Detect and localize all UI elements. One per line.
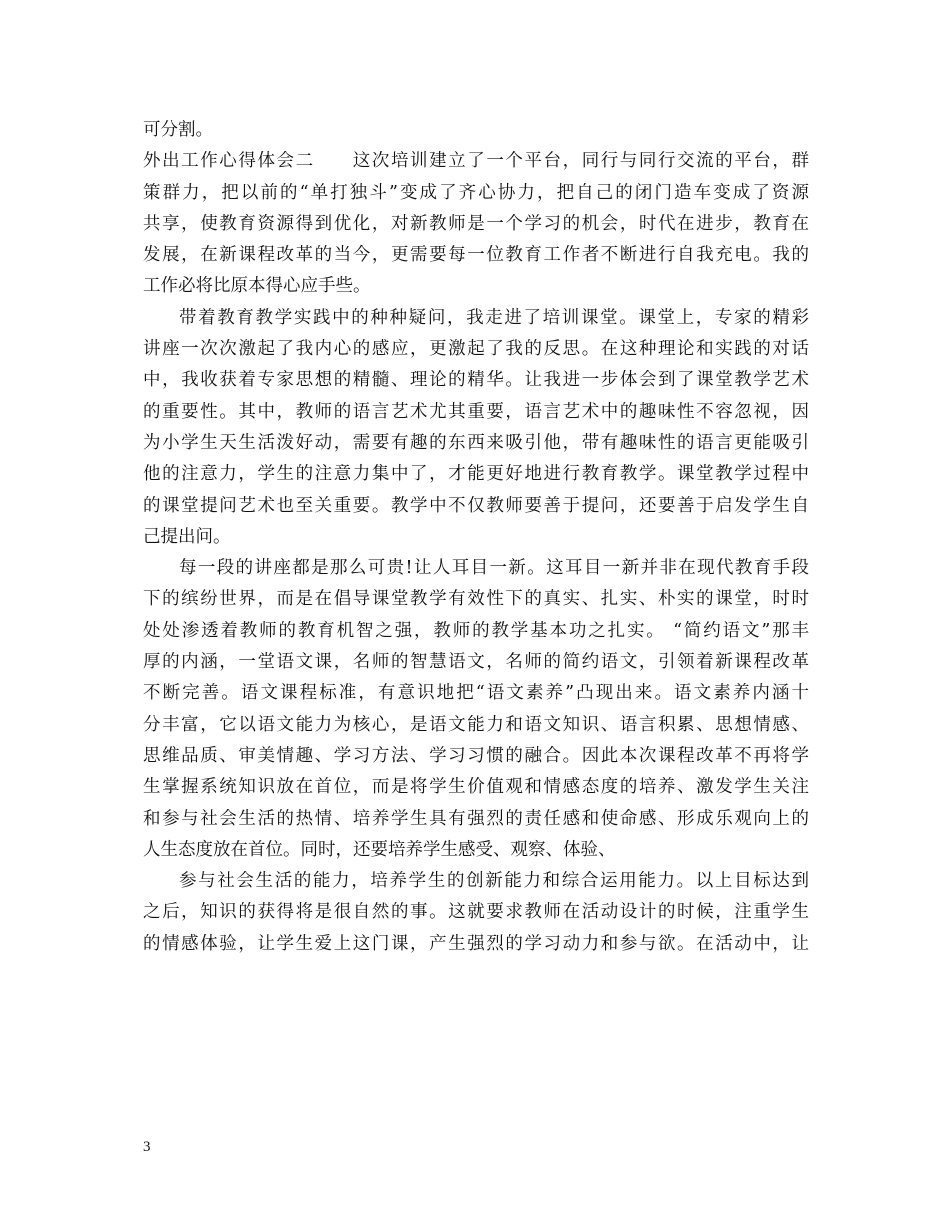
text-line: 之后，知识的获得将是很自然的事。这就要求教师在活动设计的时候，注重学生 — [143, 902, 809, 923]
text-line: 带着教育教学实践中的种种疑问，我走进了培训课堂。课堂上，专家的精彩 — [179, 307, 809, 328]
text-line: 的情感体验，让学生爱上这门课，产生强烈的学习动力和参与欲。在活动中，让 — [143, 933, 809, 954]
text-line: 下的缤纷世界，而是在倡导课堂教学有效性下的真实、扎实、朴实的课堂，时时 — [143, 589, 809, 610]
text-line: 外出工作心得体会二 这次培训建立了一个平台，同行与同行交流的平台，群 — [143, 151, 809, 172]
text-line: 策群力，把以前的“单打独斗”变成了齐心协力，把自己的闭门造车变成了资源 — [143, 182, 809, 203]
text-line: 的课堂提问艺术也至关重要。教学中不仅教师要善于提问，还要善于启发学生自 — [143, 495, 809, 516]
text-line: 人生态度放在首位。同时，还要培养学生感受、观察、体验、 — [143, 839, 616, 860]
page-number: 3 — [143, 1139, 151, 1155]
text-line: 厚的内涵，一堂语文课，名师的智慧语文，名师的简约语文，引领着新课程改革 — [143, 652, 809, 673]
text-line: 己提出问。 — [143, 526, 231, 547]
text-line: 发展，在新课程改革的当今，更需要每一位教育工作者不断进行自我充电。我的 — [143, 245, 809, 266]
text-line: 工作必将比原本得心应手些。 — [143, 276, 371, 297]
body-text — [143, 115, 809, 960]
text-line: 不断完善。语文课程标准，有意识地把“语文素养”凸现出来。语文素养内涵十 — [143, 683, 809, 704]
text-line: 讲座一次次激起了我内心的感应，更激起了我的反思。在这种理论和实践的对话 — [143, 339, 809, 360]
text-line: 每一段的讲座都是那么可贵!让人耳目一新。这耳目一新并非在现代教育手段 — [179, 558, 809, 579]
text-line: 参与社会生活的能力，培养学生的创新能力和综合运用能力。以上目标达到 — [179, 871, 809, 892]
text-line: 分丰富，它以语文能力为核心，是语文能力和语文知识、语言积累、思想情感、 — [143, 714, 809, 735]
text-line: 可分割。 — [143, 120, 213, 140]
text-line: 他的注意力，学生的注意力集中了，才能更好地进行教育教学。课堂教学过程中 — [143, 464, 809, 485]
text-line: 共享，使教育资源得到优化，对新教师是一个学习的机会，时代在进步，教育在 — [143, 213, 809, 234]
text-line: 中，我收获着专家思想的精髓、理论的精华。让我进一步体会到了课堂教学艺术 — [143, 370, 809, 391]
text-line: 处处渗透着教师的教育机智之强，教师的教学基本功之扎实。 “简约语文”那丰 — [143, 620, 809, 641]
text-line: 和参与社会生活的热情、培养学生具有强烈的责任感和使命感、形成乐观向上的 — [143, 808, 809, 829]
text-line: 生掌握系统知识放在首位，而是将学生价值观和情感态度的培养、激发学生关注 — [143, 777, 809, 798]
text-line: 思维品质、审美情趣、学习方法、学习习惯的融合。因此本次课程改革不再将学 — [143, 745, 809, 766]
text-line: 为小学生天生活泼好动，需要有趣的东西来吸引他，带有趣味性的语言更能吸引 — [143, 432, 809, 453]
text-line: 的重要性。其中，教师的语言艺术尤其重要，语言艺术中的趣味性不容忽视，因 — [143, 401, 809, 422]
